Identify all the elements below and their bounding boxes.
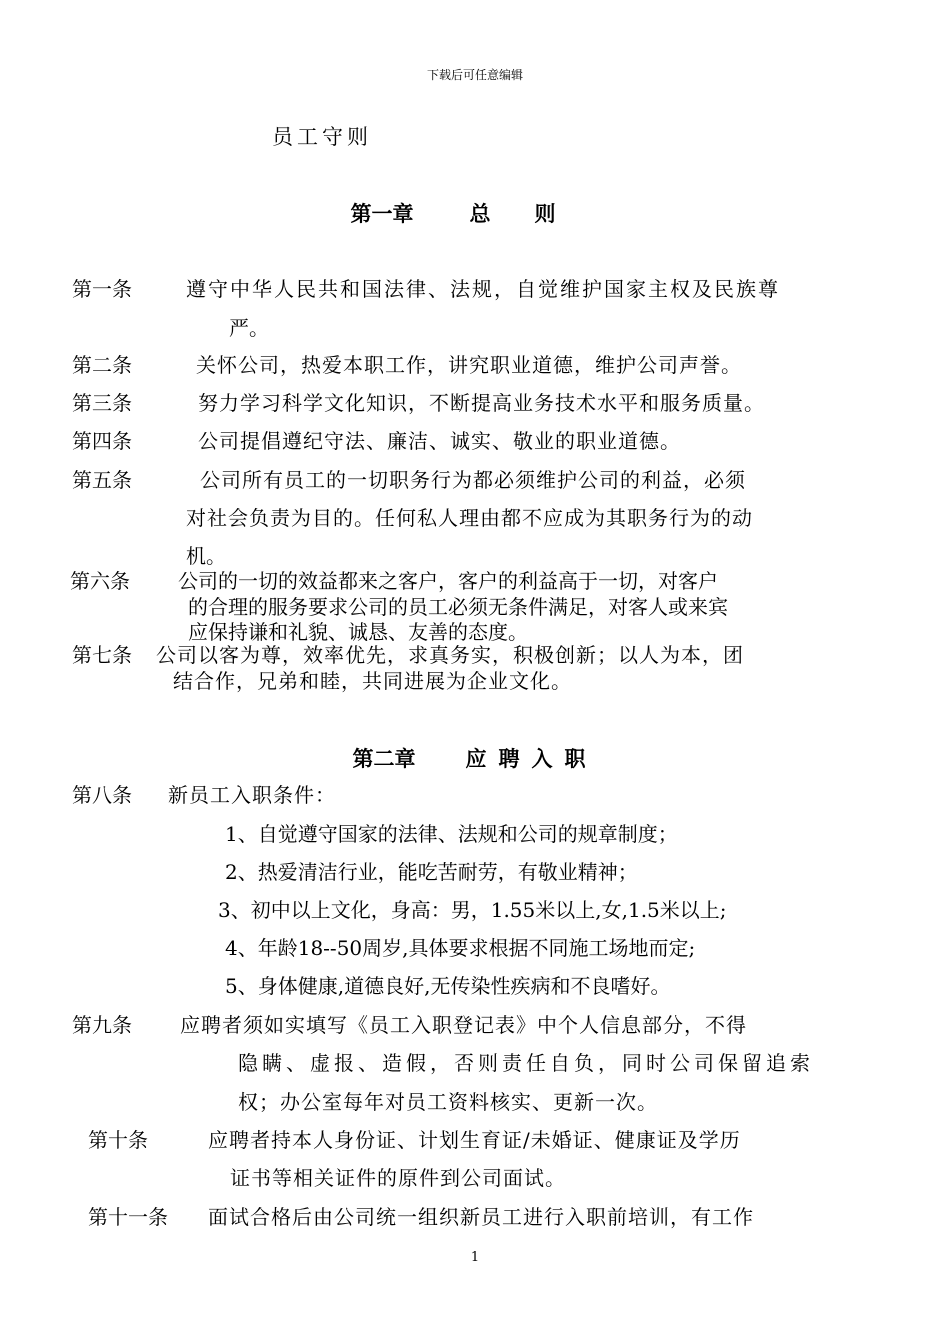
- condition-4: 4、年龄18--50周岁,具体要求根据不同施工场地而定;: [225, 936, 696, 960]
- article-1-line-2: 严。: [229, 316, 269, 340]
- article-6-line-3: 应保持谦和礼貌、诚恳、友善的态度。: [188, 620, 528, 644]
- article-2-line-1: 关怀公司，热爱本职工作，讲究职业道德，维护公司声誉。: [196, 353, 742, 377]
- article-6-line-2: 的合理的服务要求公司的员工必须无条件满足，对客人或来宾: [188, 595, 728, 619]
- article-3-label: 第三条: [72, 391, 132, 415]
- article-7-line-2: 结合作，兄弟和睦，共同进展为企业文化。: [173, 669, 572, 693]
- chapter-1-number: 第一章: [350, 201, 414, 226]
- article-9-line-2: 隐瞒、虚报、造假，否则责任自负，同时公司保留追索: [238, 1051, 814, 1075]
- article-1-label: 第一条: [72, 277, 132, 301]
- article-3-line-1: 努力学习科学文化知识，不断提高业务技术水平和服务质量。: [198, 391, 765, 415]
- article-7-line-1: 公司以客为尊，效率优先，求真务实，积极创新；以人为本，团: [156, 643, 744, 667]
- page-number: 1: [470, 1250, 480, 1265]
- condition-5: 5、身体健康,道德良好,无传染性疾病和不良嗜好。: [225, 974, 671, 998]
- page-header: 下载后可任意编辑: [426, 68, 523, 82]
- article-1-line-1: 遵守中华人民共和国法律、法规，自觉维护国家主权及民族尊: [186, 277, 780, 301]
- article-5-line-1: 公司所有员工的一切职务行为都必须维护公司的利益，必须: [200, 468, 746, 492]
- article-9-label: 第九条: [72, 1013, 132, 1037]
- article-10-line-2: 证书等相关证件的原件到公司面试。: [230, 1166, 566, 1190]
- chapter-1-title: 总则: [469, 201, 600, 226]
- chapter-2-number: 第二章: [352, 746, 416, 771]
- article-6-label: 第六条: [70, 569, 130, 593]
- article-5-line-3: 机。: [186, 544, 226, 568]
- chapter-2-title: 应聘入职: [465, 746, 598, 771]
- article-10-label: 第十条: [88, 1128, 148, 1152]
- article-8-label: 第八条: [72, 783, 132, 807]
- article-8-line-1: 新员工入职条件：: [168, 783, 336, 807]
- condition-3: 3、初中以上文化，身高：男，1.55米以上,女,1.5米以上;: [218, 898, 727, 922]
- article-10-line-1: 应聘者持本人身份证、计划生育证/未婚证、健康证及学历: [208, 1128, 741, 1152]
- article-5-label: 第五条: [72, 468, 132, 492]
- article-4-label: 第四条: [72, 429, 132, 453]
- condition-1: 1、自觉遵守国家的法律、法规和公司的规章制度；: [225, 822, 678, 846]
- article-11-label: 第十一条: [88, 1205, 168, 1229]
- chapter-2-heading: [0, 743, 950, 773]
- article-2-label: 第二条: [72, 353, 132, 377]
- article-6-line-1: 公司的一切的效益都来之客户，客户的利益高于一切，对客户: [178, 569, 718, 593]
- article-7-label: 第七条: [72, 643, 132, 667]
- article-11-line-1: 面试合格后由公司统一组织新员工进行入职前培训，有工作: [208, 1205, 754, 1229]
- article-4-line-1: 公司提倡遵纪守法、廉洁、诚实、敬业的职业道德。: [198, 429, 681, 453]
- article-5-line-2: 对社会负责为目的。任何私人理由都不应成为其职务行为的动: [186, 506, 753, 530]
- condition-2: 2、热爱清洁行业，能吃苦耐劳，有敬业精神；: [225, 860, 638, 884]
- article-9-line-3: 权；办公室每年对员工资料核实、更新一次。: [238, 1090, 658, 1114]
- chapter-1-heading: [0, 198, 950, 228]
- article-9-line-1: 应聘者须如实填写《员工入职登记表》中个人信息部分，不得: [180, 1013, 747, 1037]
- document-title: 员工守则: [272, 125, 372, 149]
